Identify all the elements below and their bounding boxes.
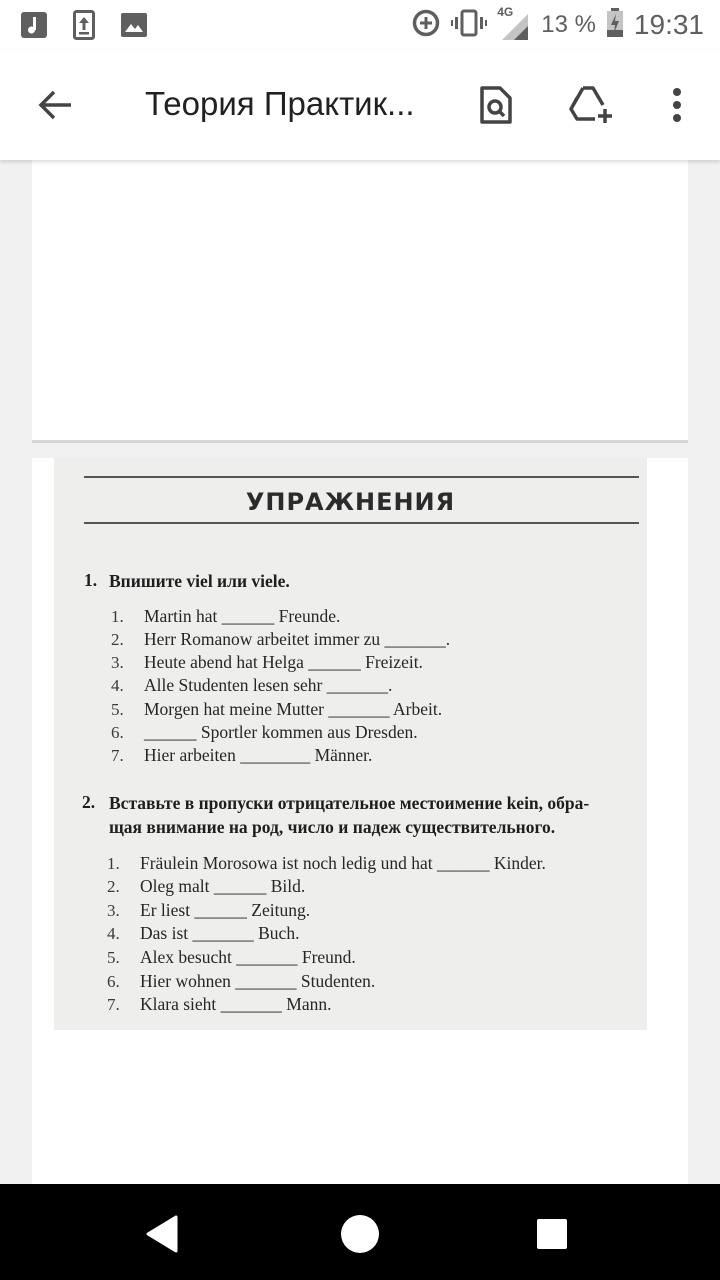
document-title: Теория Практик... [145,85,415,122]
exercise-number: 1. [84,570,98,590]
item-number: 3. [111,653,124,672]
app-bar [0,50,720,160]
item-number: 1. [107,854,120,873]
exercise-item: Heute abend hat Helga ______ Freizeit. [144,652,423,672]
item-number: 5. [107,948,120,967]
previous-page [32,160,688,440]
page-divider [32,440,688,443]
image-icon [120,11,148,39]
vibrate-icon [451,8,487,42]
current-page [32,458,688,1184]
exercise-item: Oleg malt ______ Bild. [140,876,306,896]
music-note-icon [20,11,48,39]
more-options-button[interactable] [652,80,702,130]
data-saver-icon [411,8,441,42]
exercise-item: Klara sieht _______ Mann. [140,994,332,1014]
item-number: 4. [107,924,120,943]
exercise-item: Das ist _______ Buch. [140,923,300,943]
back-arrow-icon [37,89,73,121]
navigation-bar [0,1184,720,1280]
item-number: 3. [107,901,120,920]
document-viewer[interactable] [0,160,720,1184]
back-triangle-icon [144,1214,180,1254]
battery-percent: 13 % [541,11,596,38]
item-number: 6. [107,972,120,991]
recents-square-icon [535,1217,569,1251]
nav-recents-button[interactable] [530,1212,574,1256]
nav-back-button[interactable] [140,1212,184,1256]
exercise-instruction: Впишите viel или viele. [109,571,290,591]
scanned-page-image [54,458,647,1030]
more-vert-icon [672,87,682,123]
item-number: 7. [111,746,124,765]
exercise-item: Martin hat ______ Freunde. [144,606,341,626]
find-in-document-button[interactable] [471,80,521,130]
exercise-item: Hier wohnen _______ Studenten. [140,971,376,991]
item-number: 2. [111,630,124,649]
status-bar [0,0,720,50]
heading-rule [84,522,639,524]
item-number: 2. [107,877,120,896]
exercise-item: Hier arbeiten ________ Männer. [144,745,373,765]
exercise-item: Herr Romanow arbeitet immer zu _______. [144,629,451,649]
exercise-item: ______ Sportler kommen aus Dresden. [144,722,418,742]
item-number: 1. [111,607,124,626]
exercise-instruction: Вставьте в пропуски отрицательное местоимение kein, обра- [109,793,590,813]
item-number: 7. [107,995,120,1014]
back-button[interactable] [30,82,80,128]
notification-icons [20,11,148,39]
add-to-drive-icon [569,85,615,125]
battery-icon [606,8,624,42]
exercise-item: Er liest ______ Zeitung. [140,900,311,920]
home-circle-icon [339,1213,381,1255]
network-type: 4G [497,5,514,19]
section-heading: УПРАЖНЕНИЯ [245,488,456,516]
top-rule [84,476,639,478]
exercise-number: 2. [82,792,96,812]
nav-home-button[interactable] [338,1212,382,1256]
exercise-instruction-continued: щая внимание на род, число и падеж существительного. [109,817,556,837]
exercise-item: Alle Studenten lesen sehr _______. [144,675,393,695]
item-number: 6. [111,723,124,742]
upload-icon [70,11,98,39]
signal-icon [497,5,531,41]
exercise-item: Morgen hat meine Mutter _______ Arbeit. [144,699,443,719]
add-to-drive-button[interactable] [567,80,617,130]
search-document-icon [479,85,513,125]
exercise-item: Alex besucht _______ Freund. [140,947,356,967]
system-status [411,5,704,42]
exercise-item: Fräulein Morosowa ist noch ledig und hat ______ Kinder. [140,853,546,873]
item-number: 4. [111,676,124,695]
clock: 19:31 [633,9,704,40]
item-number: 5. [111,700,124,719]
